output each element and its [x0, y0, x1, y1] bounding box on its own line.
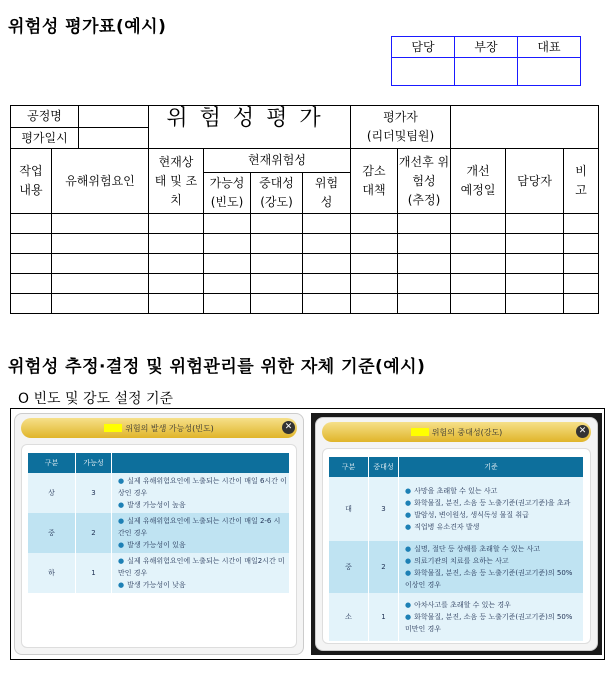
- process-field[interactable]: [79, 106, 149, 128]
- section-title: 위험성 추정·결정 및 위험관리를 위한 자체 기준(예시): [8, 357, 426, 377]
- approval-box: [391, 36, 581, 86]
- grade: 하: [28, 553, 76, 593]
- input-cell[interactable]: [11, 234, 52, 254]
- frequency-table: [28, 453, 290, 593]
- severity-panel: [311, 413, 602, 655]
- hdr-after: 개선후 위험성 (추정): [398, 149, 451, 214]
- input-cell[interactable]: [451, 214, 506, 234]
- criteria-item: 의료기관의 치료를 요하는 사고: [414, 557, 509, 565]
- input-cell[interactable]: [149, 254, 204, 274]
- col-header: 가능성: [76, 453, 112, 473]
- date-field[interactable]: [79, 128, 149, 149]
- hdr-note: 비고: [564, 149, 599, 214]
- criteria-text: ● 실제 유해위험요인에 노출되는 시간이 매일2시간 미만인 경우 ● 발생 가능성이 낮음: [112, 553, 290, 593]
- hdr-severity: 중대성 (강도): [251, 173, 303, 214]
- sign-cell[interactable]: [392, 58, 455, 86]
- input-cell[interactable]: [351, 294, 398, 314]
- input-cell[interactable]: [351, 274, 398, 294]
- input-cell[interactable]: [506, 214, 564, 234]
- severity-table: [329, 457, 584, 641]
- criteria-item: 실제 유해위험요인에 노출되는 시간이 매일 2-6 시간인 경우: [118, 517, 281, 537]
- criteria-item: 실제 유해위험요인에 노출되는 시간이 매일2시간 미만인 경우: [118, 557, 285, 577]
- assessor-label: 평가자 (리더및팀원): [351, 106, 451, 149]
- hdr-status: 현재상태 및 조치: [149, 149, 204, 214]
- hdr-risk: 위험성: [303, 173, 351, 214]
- hdr-plan-date: 개선 예정일: [451, 149, 506, 214]
- input-cell[interactable]: [564, 294, 599, 314]
- frequency-panel: [12, 411, 306, 657]
- input-cell[interactable]: [451, 294, 506, 314]
- grade: 소: [329, 593, 369, 641]
- input-cell[interactable]: [11, 254, 52, 274]
- grade: 중: [329, 541, 369, 593]
- score: 3: [369, 477, 399, 541]
- input-cell[interactable]: [11, 214, 52, 234]
- input-cell[interactable]: [398, 214, 451, 234]
- input-cell[interactable]: [506, 294, 564, 314]
- criteria-item: 실제 유해위험요인에 노출되는 시간이 매일 6시간 이상인 경우: [118, 477, 287, 497]
- frequency-title-bar: 위험의 발생 가능성(빈도) ✕: [21, 418, 297, 438]
- input-cell[interactable]: [564, 254, 599, 274]
- criteria-row: [329, 541, 584, 593]
- input-cell[interactable]: [204, 254, 251, 274]
- input-cell[interactable]: [204, 274, 251, 294]
- score: 3: [76, 473, 112, 513]
- input-cell[interactable]: [204, 294, 251, 314]
- input-cell[interactable]: [303, 274, 351, 294]
- criteria-text: ● 실명, 절단 등 상해를 초래할 수 있는 사고 ● 의료기관의 치료를 요하는 사고 ● 화학물질, 분진, 소음 등 노출기준(권고기준)의 50% 이상인 경우: [399, 541, 584, 593]
- sign-label: 대표: [518, 37, 581, 58]
- criteria-item: 직업병 유소견자 발생: [414, 523, 480, 531]
- hdr-hazard: 유해위험요인: [52, 149, 149, 214]
- criteria-item: 발생 가능성이 있음: [127, 541, 186, 549]
- criteria-text: ● 실제 유해위험요인에 노출되는 시간이 매일 6시간 이상인 경우 ● 발생 가능성이 높음: [112, 473, 290, 513]
- grade: 중: [28, 513, 76, 553]
- sub-title: O 빈도 및 강도 설정 기준: [18, 391, 173, 407]
- severity-title-bar: 위험의 중대성(강도) ✕: [322, 422, 591, 442]
- date-label: 평가일시: [11, 128, 79, 149]
- col-header: 구분: [329, 457, 369, 477]
- input-cell[interactable]: [11, 294, 52, 314]
- table-row: [11, 214, 599, 234]
- criteria-item: 아차사고를 초래할 수 있는 경우: [414, 601, 511, 609]
- input-cell[interactable]: [398, 294, 451, 314]
- input-cell[interactable]: [351, 254, 398, 274]
- criteria-text: ● 실제 유해위험요인에 노출되는 시간이 매일 2-6 시간인 경우 ● 발생 가능성이 있음: [112, 513, 290, 553]
- close-icon[interactable]: ✕: [282, 421, 295, 434]
- criteria-item: 화학물질, 분진, 소음 등 노출기준(권고기준)의 50% 이상인 경우: [405, 569, 573, 589]
- input-cell[interactable]: [398, 274, 451, 294]
- score: 1: [369, 593, 399, 641]
- table-row: [11, 234, 599, 254]
- hdr-likelihood: 가능성 (빈도): [204, 173, 251, 214]
- input-cell[interactable]: [204, 234, 251, 254]
- input-cell[interactable]: [251, 214, 303, 234]
- input-cell[interactable]: [204, 214, 251, 234]
- input-cell[interactable]: [303, 214, 351, 234]
- input-cell[interactable]: [303, 294, 351, 314]
- input-cell[interactable]: [52, 234, 149, 254]
- criteria-row: [28, 473, 290, 513]
- criteria-row: [329, 593, 584, 641]
- score: 2: [369, 541, 399, 593]
- close-icon[interactable]: ✕: [576, 425, 589, 438]
- input-cell[interactable]: [149, 234, 204, 254]
- input-cell[interactable]: [506, 274, 564, 294]
- criteria-text: ● 사망을 초래할 수 있는 사고 ● 화학물질, 분진, 소음 등 노출기준(권고기준)을 초과 ● 발암성, 변이원성, 생식독성 물질 취급 ● 직업병 유소견자 발생: [399, 477, 584, 541]
- input-cell[interactable]: [149, 274, 204, 294]
- col-header: 중대성: [369, 457, 399, 477]
- input-cell[interactable]: [149, 294, 204, 314]
- grade: 상: [28, 473, 76, 513]
- hdr-work: 작업내용: [11, 149, 52, 214]
- input-cell[interactable]: [52, 214, 149, 234]
- sign-label: 담당: [392, 37, 455, 58]
- sign-label: 부장: [455, 37, 518, 58]
- table-row: [11, 274, 599, 294]
- hdr-current-risk: 현재위험성: [204, 149, 351, 173]
- input-cell[interactable]: [506, 254, 564, 274]
- criteria-text: ● 아차사고를 초래할 수 있는 경우 ● 화학물질, 분진, 소음 등 노출기준(권고기준)의 50% 미만인 경우: [399, 593, 584, 641]
- criteria-item: 화학물질, 분진, 소음 등 노출기준(권고기준)의 50% 미만인 경우: [405, 613, 573, 633]
- process-label: 공정명: [11, 106, 79, 128]
- input-cell[interactable]: [303, 234, 351, 254]
- criteria-row: [28, 553, 290, 593]
- input-cell[interactable]: [564, 274, 599, 294]
- criteria-row: [28, 513, 290, 553]
- sign-cell[interactable]: [455, 58, 518, 86]
- input-cell[interactable]: [52, 294, 149, 314]
- form-title: 위험성평가: [149, 106, 351, 149]
- input-cell[interactable]: [351, 234, 398, 254]
- input-cell[interactable]: [398, 254, 451, 274]
- input-cell[interactable]: [251, 294, 303, 314]
- grade: 대: [329, 477, 369, 541]
- input-cell[interactable]: [506, 234, 564, 254]
- input-cell[interactable]: [52, 254, 149, 274]
- hdr-owner: 담당자: [506, 149, 564, 214]
- assessor-field[interactable]: [451, 106, 599, 149]
- criteria-item: 실명, 절단 등 상해를 초래할 수 있는 사고: [414, 545, 541, 553]
- criteria-item: 발암성, 변이원성, 생식독성 물질 취급: [414, 511, 529, 519]
- input-cell[interactable]: [398, 234, 451, 254]
- criteria-row: [329, 477, 584, 541]
- input-cell[interactable]: [251, 234, 303, 254]
- input-cell[interactable]: [351, 214, 398, 234]
- table-row: [11, 294, 599, 314]
- score: 2: [76, 513, 112, 553]
- criteria-item: 발생 가능성이 낮음: [127, 581, 186, 589]
- input-cell[interactable]: [303, 254, 351, 274]
- table-row: [11, 254, 599, 274]
- col-header: 기준: [399, 457, 584, 477]
- input-cell[interactable]: [149, 214, 204, 234]
- risk-assessment-form: [10, 105, 599, 314]
- input-cell[interactable]: [451, 254, 506, 274]
- criteria-item: 사망을 초래할 수 있는 사고: [414, 487, 498, 495]
- col-header: 구분: [28, 453, 76, 473]
- input-cell[interactable]: [451, 234, 506, 254]
- score: 1: [76, 553, 112, 593]
- criteria-item: 발생 가능성이 높음: [127, 501, 186, 509]
- sign-cell[interactable]: [518, 58, 581, 86]
- input-cell[interactable]: [251, 274, 303, 294]
- input-cell[interactable]: [11, 274, 52, 294]
- input-cell[interactable]: [451, 274, 506, 294]
- input-cell[interactable]: [564, 234, 599, 254]
- input-cell[interactable]: [251, 254, 303, 274]
- input-cell[interactable]: [52, 274, 149, 294]
- input-cell[interactable]: [564, 214, 599, 234]
- criteria-item: 화학물질, 분진, 소음 등 노출기준(권고기준)을 초과: [414, 499, 571, 507]
- hdr-reduction: 감소대책: [351, 149, 398, 214]
- page-title: 위험성 평가표(예시): [8, 17, 167, 37]
